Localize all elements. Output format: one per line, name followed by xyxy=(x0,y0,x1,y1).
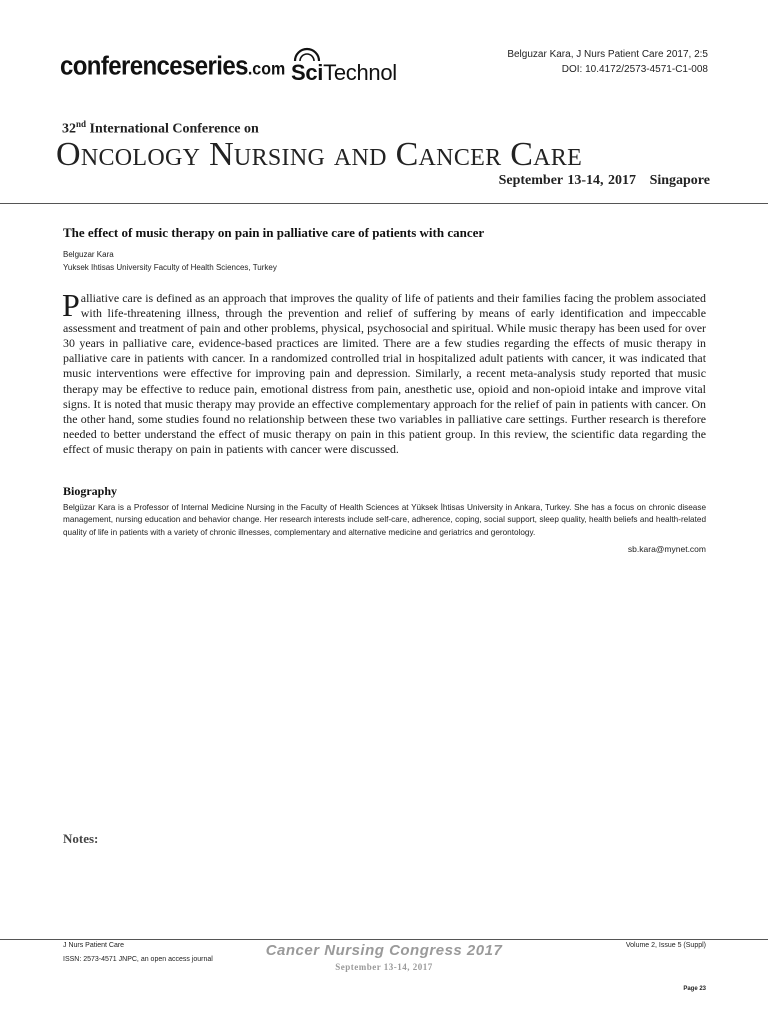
conference-date-location xyxy=(499,173,710,189)
author-name: Belguzar Kara xyxy=(63,250,114,259)
scitechnol-logo xyxy=(291,60,397,86)
logo-main-text: conferenceseries xyxy=(60,52,248,82)
conference-title: Oncology Nursing and Cancer Care xyxy=(56,136,583,173)
conference-ordinal-line xyxy=(62,119,259,138)
logo-suffix-text: .com xyxy=(247,60,286,79)
footer-divider xyxy=(0,939,768,940)
conference-location: Singapore xyxy=(649,173,710,188)
conference-number: 32 xyxy=(62,121,76,137)
author-email[interactable]: sb.kara@mynet.com xyxy=(627,544,706,554)
footer-page-number: Page 23 xyxy=(683,986,706,992)
footer-congress-dates: September 13-14, 2017 xyxy=(335,962,433,972)
footer-volume: Volume 2, Issue 5 (Suppl) xyxy=(625,942,706,949)
abstract-dropcap: P xyxy=(62,287,80,323)
scitechnol-prefix: Sci xyxy=(291,60,324,85)
article-title: The effect of music therapy on pain in palliative care of patients with cancer xyxy=(63,225,485,240)
scitechnol-suffix: Technol xyxy=(323,60,397,85)
conference-ordinal: nd xyxy=(76,119,87,129)
abstract-paragraph xyxy=(62,287,706,457)
header-divider xyxy=(0,203,768,204)
conference-line-rest: International Conference on xyxy=(86,121,259,137)
conference-date: September 13-14, 2017 xyxy=(498,173,637,188)
biography-heading: Biography xyxy=(63,484,118,498)
conferenceseries-logo xyxy=(60,52,285,82)
citation-line: Belguzar Kara, J Nurs Patient Care 2017, 2:5 xyxy=(507,49,708,60)
notes-label: Notes: xyxy=(63,831,99,846)
doi-line: DOI: 10.4172/2573-4571-C1-008 xyxy=(561,64,708,75)
footer-journal: J Nurs Patient Care xyxy=(63,942,125,949)
biography-text: Belgüzar Kara is a Professor of Internal Medicine Nursing in the Faculty of Health Sciences at Yüksek İhtisas University in Ankara, Turkey. She has a focus on chronic disease management, nursing education and behavior change. Her research interests include self-care, adherence, coping, social support, sleep quality, health beliefs and health-related quality of life in patients with a variety of chronic illnesses, complementary and alternative medicine and geriatrics and gerontology. xyxy=(63,503,706,537)
footer-congress-name: Cancer Nursing Congress 2017 xyxy=(265,942,503,959)
footer-issn: ISSN: 2573-4571 JNPC, an open access journal xyxy=(63,956,213,963)
citation-block xyxy=(507,47,708,77)
author-affiliation: Yuksek Ihtisas University Faculty of Health Sciences, Turkey xyxy=(63,263,277,272)
abstract-text: alliative care is defined as an approach that improves the quality of life of patients and their families facing the problem associated with life-threatening illness, through the prevention and relief of suffering by means of early identification and impeccable assessment and treatment of pain and other problems, physical, psychosocial and spiritual. While music therapy has been used for over 30 years in palliative care, evidence-based practices are limited. There are a few studies regarding the effects of music therapy in palliative care in patients with cancer. In a randomized controlled trial in hospitalized adult patients with cancer, it was indicated that music interventions were effective for improving pain and depression. Similarly, a recent meta-analysis study reported that music therapy may be effective to reduce pain, emotional distress from pain, anesthetic use, opioid and non-opioid intake and improve vital signs. It is noted that music therapy may provide an effective complementary approach for the relief of pain in patients with cancer. On the other hand, some studies found no relationship between these two variables in palliative care settings. Further research is therefore needed to better understand the effect of music therapy on pain in this patient group. In this review, the scientific data regarding the effect of music therapy on pain in patients with cancer were discussed. xyxy=(63,291,706,456)
